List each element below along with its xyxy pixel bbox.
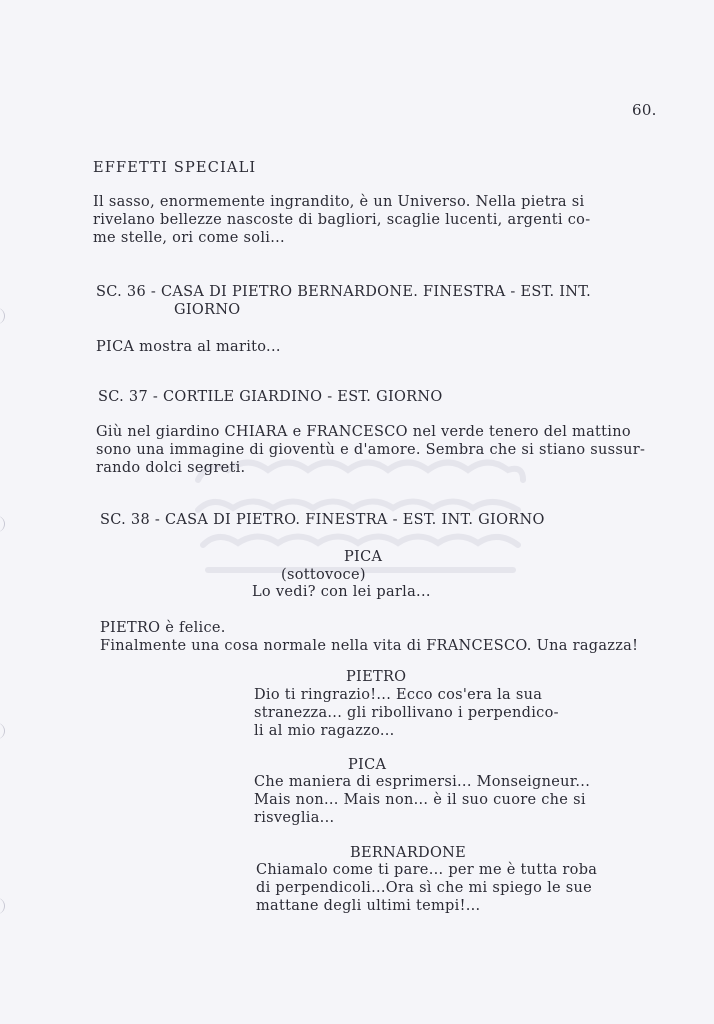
text-line: rando dolci segreti. — [96, 460, 246, 476]
text-line: Il sasso, enormemente ingrandito, è un Universo. Nella pietra si — [93, 194, 585, 210]
text-line: Finalmente una cosa normale nella vita di FRANCESCO. Una ragazza! — [100, 638, 639, 654]
dialogue-line: Dio ti ringrazio!... Ecco cos'era la sua — [254, 687, 543, 703]
effetti-paragraph — [93, 193, 590, 247]
parenthetical: (sottovoce) — [281, 567, 366, 583]
page-number: 60. — [632, 101, 657, 119]
dialogue-block — [254, 686, 559, 740]
action-paragraph — [96, 423, 645, 477]
dialogue-line: Lo vedi? con lei parla... — [252, 584, 431, 600]
character-name: PICA — [344, 549, 383, 565]
dialogue-line: Che maniera di esprimersi... Monseigneur... — [254, 774, 591, 790]
dialogue-line: di perpendicoli...Ora sì che mi spiego le sue — [256, 880, 593, 896]
dialogue-line: stranezza... gli ribollivano i perpendico- — [254, 705, 559, 721]
dialogue-line: Chiamalo come ti pare... per me è tutta roba — [256, 862, 598, 878]
dialogue-line: li al mio ragazzo... — [254, 723, 395, 739]
section-heading-effetti-speciali: EFFETTI SPECIALI — [93, 160, 257, 176]
text-line: rivelano bellezze nascoste di bagliori, scaglie lucenti, argenti co- — [93, 212, 591, 228]
text-line: sono una immagine di gioventù e d'amore. Sembra che si stiano sussur- — [96, 442, 646, 458]
dialogue-block — [254, 773, 590, 827]
scene-heading-37: SC. 37 - CORTILE GIARDINO - EST. GIORNO — [98, 389, 443, 405]
text-line: me stelle, ori come soli... — [93, 230, 285, 246]
binder-hole-mark — [0, 308, 5, 324]
scene-heading-36 — [96, 283, 591, 319]
dialogue-line: risveglia... — [254, 810, 335, 826]
scene-heading-continuation: GIORNO — [174, 302, 241, 318]
character-name: PICA — [348, 757, 387, 773]
dialogue-line: mattane degli ultimi tempi!... — [256, 898, 481, 914]
action-line: PICA mostra al marito... — [96, 339, 281, 355]
character-name: BERNARDONE — [350, 845, 467, 861]
text-line: Giù nel giardino CHIARA e FRANCESCO nel verde tenero del mattino — [96, 424, 631, 440]
dialogue-block — [256, 861, 597, 915]
text-line: PIETRO è felice. — [100, 620, 226, 636]
dialogue-line: Mais non... Mais non... è il suo cuore che si — [254, 792, 586, 808]
binder-hole-mark — [0, 723, 5, 739]
scene-heading-38: SC. 38 - CASA DI PIETRO. FINESTRA - EST. INT. GIORNO — [100, 512, 545, 528]
character-name: PIETRO — [346, 669, 407, 685]
scene-heading-text: SC. 36 - CASA DI PIETRO BERNARDONE. FINESTRA - EST. INT. — [96, 284, 592, 300]
action-paragraph — [100, 619, 638, 655]
binder-hole-mark — [0, 516, 5, 532]
binder-hole-mark — [0, 898, 5, 914]
